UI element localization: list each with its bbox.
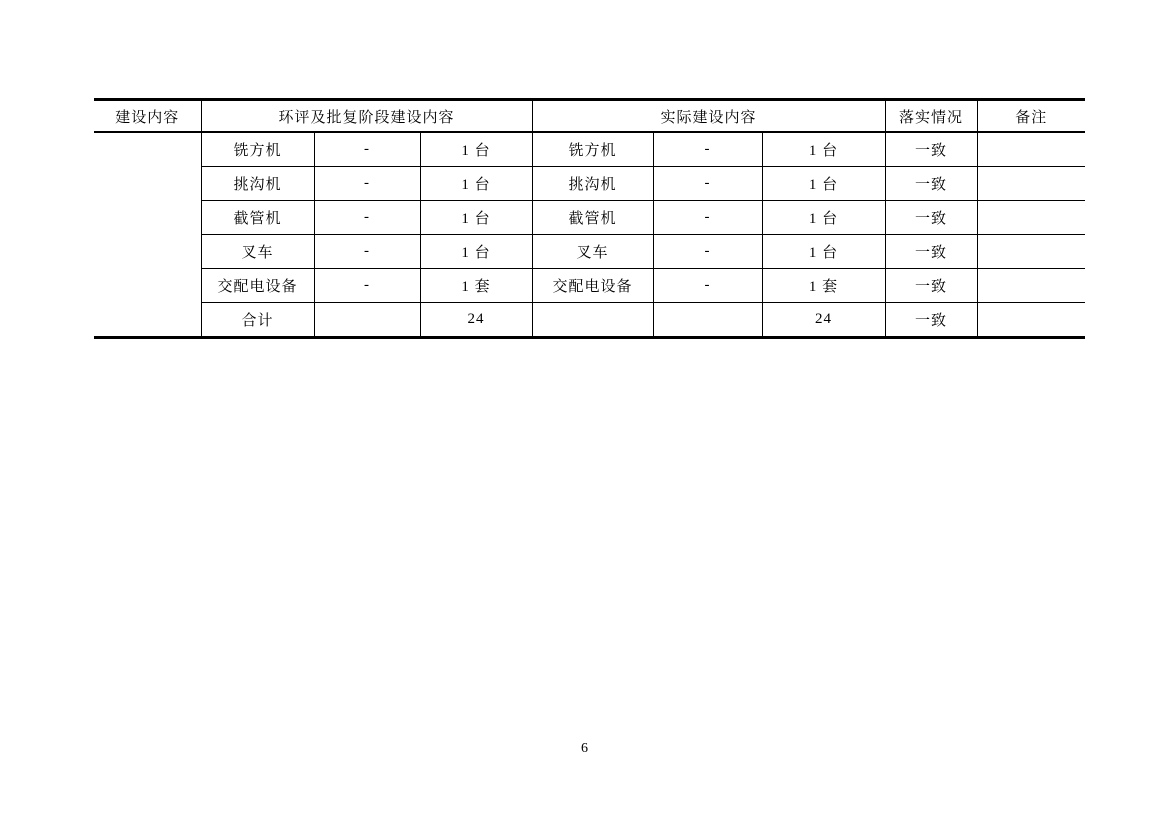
status-cell: 一致 xyxy=(885,201,977,235)
actual-spec-cell: - xyxy=(653,201,762,235)
eia-spec-cell: - xyxy=(314,269,420,303)
table-row xyxy=(94,269,1085,303)
actual-spec-cell: - xyxy=(653,235,762,269)
eia-spec-cell: - xyxy=(314,235,420,269)
header-eia-approval-stage: 环评及批复阶段建设内容 xyxy=(201,100,532,133)
eia-quantity-cell: 24 xyxy=(420,303,532,338)
actual-spec-cell: - xyxy=(653,269,762,303)
table-body xyxy=(94,132,1085,338)
actual-equipment-name-cell xyxy=(532,303,653,338)
eia-equipment-name-cell: 合计 xyxy=(201,303,314,338)
eia-quantity-cell: 1 台 xyxy=(420,235,532,269)
eia-spec-cell: - xyxy=(314,201,420,235)
table-row xyxy=(94,303,1085,338)
actual-equipment-name-cell: 铣方机 xyxy=(532,132,653,167)
actual-quantity-cell: 1 台 xyxy=(762,167,885,201)
remark-cell xyxy=(977,235,1085,269)
actual-equipment-name-cell: 截管机 xyxy=(532,201,653,235)
header-remarks: 备注 xyxy=(977,100,1085,133)
actual-equipment-name-cell: 叉车 xyxy=(532,235,653,269)
eia-spec-cell xyxy=(314,303,420,338)
actual-quantity-cell: 24 xyxy=(762,303,885,338)
eia-spec-cell: - xyxy=(314,132,420,167)
remark-cell xyxy=(977,167,1085,201)
table-row xyxy=(94,235,1085,269)
eia-spec-cell: - xyxy=(314,167,420,201)
actual-equipment-name-cell: 挑沟机 xyxy=(532,167,653,201)
actual-spec-cell: - xyxy=(653,167,762,201)
header-construction-content: 建设内容 xyxy=(94,100,201,133)
table-row xyxy=(94,132,1085,167)
actual-quantity-cell: 1 台 xyxy=(762,132,885,167)
status-cell: 一致 xyxy=(885,269,977,303)
construction-content-table xyxy=(94,98,1085,339)
eia-quantity-cell: 1 套 xyxy=(420,269,532,303)
construction-content-merged-cell xyxy=(94,132,201,338)
remark-cell xyxy=(977,303,1085,338)
actual-spec-cell: - xyxy=(653,132,762,167)
eia-equipment-name-cell: 挑沟机 xyxy=(201,167,314,201)
eia-quantity-cell: 1 台 xyxy=(420,201,532,235)
actual-spec-cell xyxy=(653,303,762,338)
table-row xyxy=(94,167,1085,201)
status-cell: 一致 xyxy=(885,235,977,269)
eia-equipment-name-cell: 截管机 xyxy=(201,201,314,235)
remark-cell xyxy=(977,201,1085,235)
status-cell: 一致 xyxy=(885,132,977,167)
status-cell: 一致 xyxy=(885,303,977,338)
eia-equipment-name-cell: 铣方机 xyxy=(201,132,314,167)
actual-equipment-name-cell: 交配电设备 xyxy=(532,269,653,303)
actual-quantity-cell: 1 套 xyxy=(762,269,885,303)
eia-equipment-name-cell: 叉车 xyxy=(201,235,314,269)
page-number: 6 xyxy=(581,741,588,756)
eia-quantity-cell: 1 台 xyxy=(420,132,532,167)
eia-equipment-name-cell: 交配电设备 xyxy=(201,269,314,303)
actual-quantity-cell: 1 台 xyxy=(762,201,885,235)
table-row xyxy=(94,201,1085,235)
status-cell: 一致 xyxy=(885,167,977,201)
eia-quantity-cell: 1 台 xyxy=(420,167,532,201)
table-header-row xyxy=(94,100,1085,133)
actual-quantity-cell: 1 台 xyxy=(762,235,885,269)
header-implementation-status: 落实情况 xyxy=(885,100,977,133)
remark-cell xyxy=(977,132,1085,167)
remark-cell xyxy=(977,269,1085,303)
header-actual-construction: 实际建设内容 xyxy=(532,100,885,133)
